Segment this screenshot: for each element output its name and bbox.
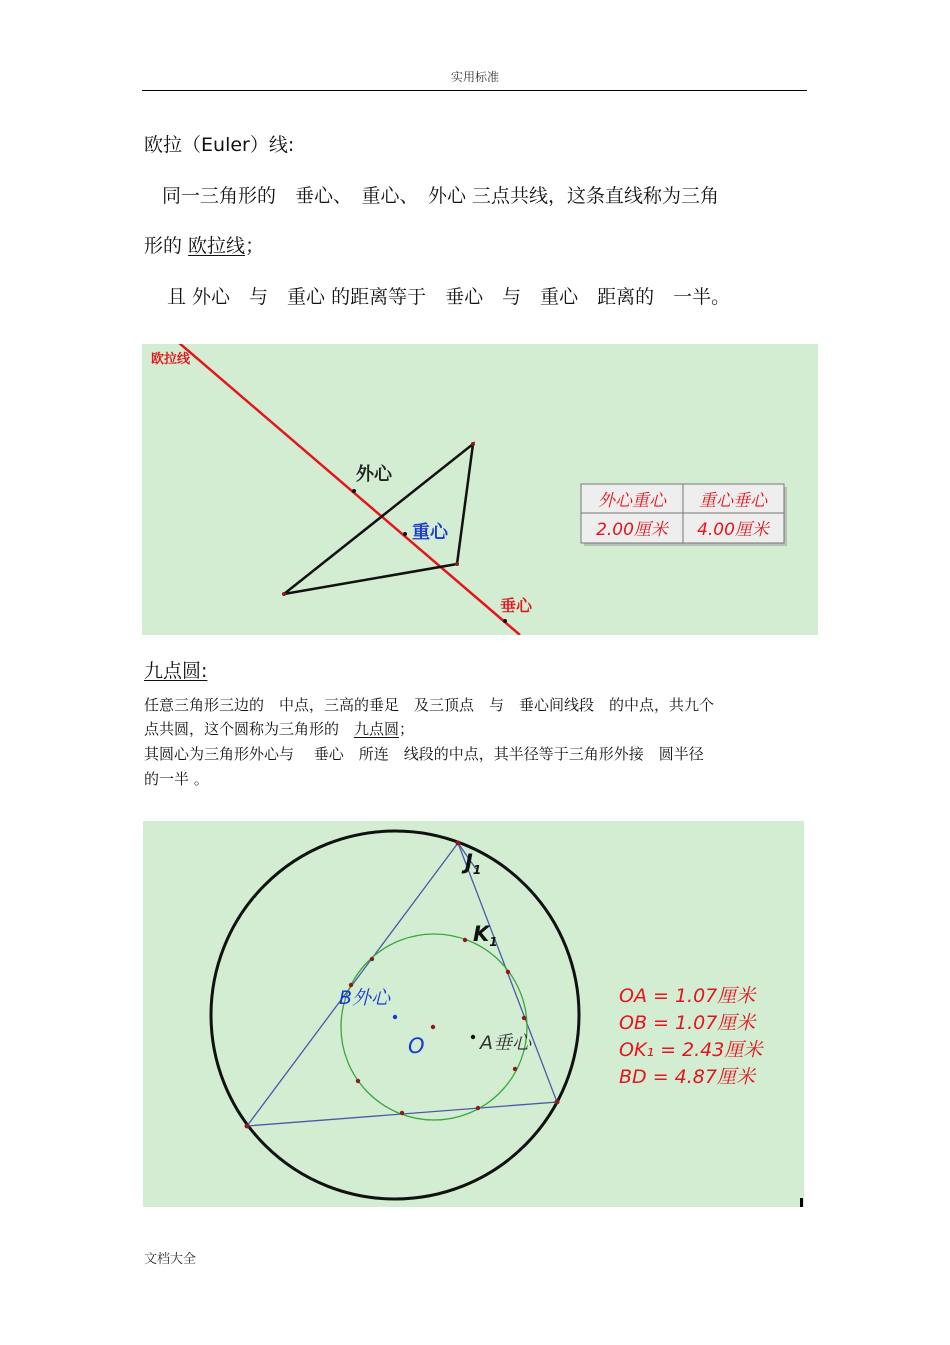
table-value-cell: 4.00厘米 [697,520,769,540]
measurement-oa: OA = 1.07厘米 [619,985,756,1007]
label-a-letter: A [480,1032,493,1054]
label-j-letter: J [465,850,473,874]
euler-title-part-a: 欧拉（ [144,134,202,156]
euler-text-segment: 形的 [144,235,189,257]
circumcenter-point [393,1015,397,1019]
measurement-bd: BD = 4.87厘米 [619,1066,755,1088]
label-k-subscript: 1 [489,935,498,949]
label-o: O [408,1034,425,1058]
euler-line-label: 欧拉线 [151,352,191,367]
page-header: 实用标准 [450,70,499,84]
ninepoint-paragraph-2-line-2: 的一半 。 [144,770,209,788]
ninepoint-point [476,1106,480,1110]
figure-edge-mark [800,1198,803,1207]
ninepoint-point [522,1016,526,1020]
label-j-subscript: 1 [472,863,482,877]
orthocenter-label: 垂心 [500,596,533,615]
table-value-cell: 2.00厘米 [596,520,668,540]
euler-text-segment: ； [245,235,265,257]
euler-title [144,130,294,157]
euler-title-part-d: : [287,134,295,156]
ninepoint-circle-term: 九点圆 [354,720,400,738]
measurement-ok1: OK₁ = 2.43厘米 [619,1039,763,1061]
vertex-point [471,442,475,446]
vertex-point [282,592,286,596]
measurement-ob: OB = 1.07厘米 [619,1012,756,1034]
table-header-cell: 外心重心 [598,491,666,511]
label-b-letter: B [339,987,353,1009]
page-footer: 文档大全 [144,1252,197,1267]
ninepoint-title: 九点圆: [144,660,208,682]
ninepoint-point [506,970,510,974]
header-rule [142,90,807,91]
centroid-point [403,532,407,536]
ninepoint-text-segment: ； [399,720,415,738]
ninepoint-paragraph-1-line-2 [144,718,414,739]
table-header-cell: 重心垂心 [699,491,767,511]
label-a [478,1032,534,1054]
distance-table [581,484,787,546]
ninepoint-paragraph-1-line-1: 任意三角形三边的 中点，三高的垂足 及三顶点 与 垂心间线段 的中点，共九个 [144,696,715,714]
ninepoint-point [513,1067,517,1071]
euler-paragraph-2: 且 外心 与 重心 的距离等于 垂心 与 重心 距离的 一半。 [167,286,731,308]
label-b [339,987,393,1009]
ninepoint-point [400,1111,404,1115]
circumcenter-point [352,489,356,493]
ninepoint-text-segment: 点共圆，这个圆称为三角形的 [144,720,355,738]
orthocenter-point [471,1035,475,1039]
ninepoint-center-point [431,1025,435,1029]
ninepoint-circle-figure [143,821,804,1207]
vertex-point [245,1124,250,1129]
euler-line-figure [142,344,818,635]
circumcenter-label: 外心 [356,464,392,485]
centroid-label: 重心 [412,522,448,543]
vertex-point [455,562,459,566]
label-a-text: 垂心 [493,1032,532,1054]
label-b-text: 外心 [352,987,391,1009]
ninepoint-point [356,1079,360,1083]
euler-title-part-b: Euler [201,134,250,156]
euler-line-term: 欧拉线 [188,235,246,257]
ninepoint-point [463,938,467,942]
euler-paragraph-1-line-2 [144,231,264,258]
euler-title-part-c: ）线 [249,134,288,156]
ninepoint-paragraph-2-line-1: 其圆心为三角形外心与 垂心 所连 线段的中点，其半径等于三角形外接 圆半径 [144,745,704,763]
orthocenter-point [503,619,507,623]
euler-paragraph-1-line-1: 同一三角形的 垂心、 重心、 外心 三点共线，这条直线称为三角 [162,185,720,207]
vertex-point [456,841,461,846]
ninepoint-point [370,957,374,961]
label-k-letter: K [473,922,490,946]
vertex-point [555,1100,560,1105]
